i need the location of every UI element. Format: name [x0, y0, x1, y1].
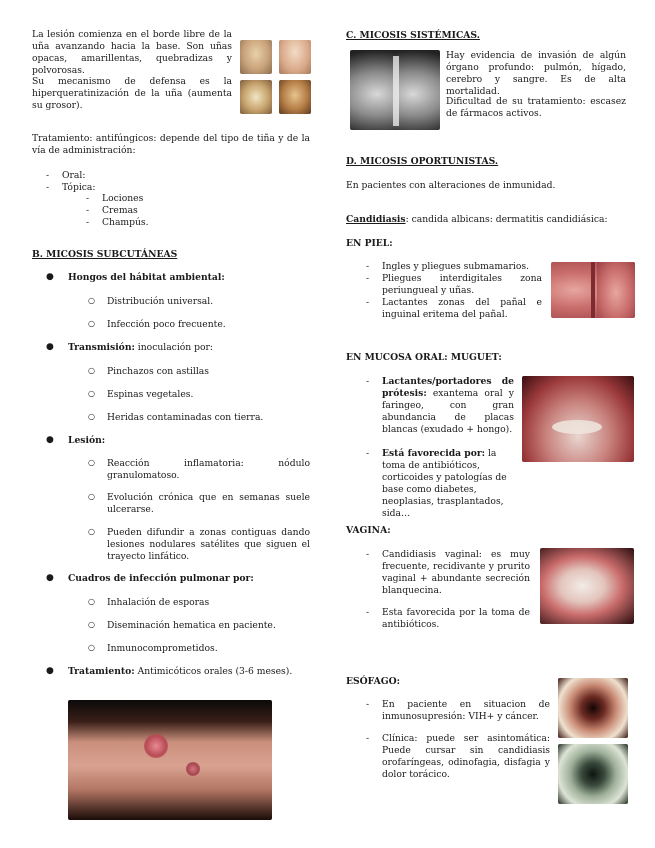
skin-rash-photo: [551, 262, 635, 318]
transmission-item: Pinchazos con astillas: [107, 366, 209, 377]
oral-item2-text: la toma de antibióticos, corticoides y patologías de base como diabetes, neoplasias, trasplantados, sida…: [382, 447, 507, 519]
route-item: - Tópica:: [40, 182, 300, 194]
habitat-item: Infección poco frecuente.: [107, 319, 226, 330]
topical-list: [80, 193, 280, 229]
nodule-mark: [144, 734, 168, 758]
lesion-item: Reacción inflamatoria: nódulo granulomatoso.: [107, 458, 310, 481]
route-item: - Oral:: [40, 170, 300, 182]
pulmonary-title: Cuadros de infección pulmonar por:: [68, 573, 254, 584]
circle-bullet: ○: [88, 296, 95, 305]
bullet-dot: ●: [46, 666, 54, 676]
habitat-title: Hongos del hábitat ambiental:: [68, 272, 225, 283]
pulmonary-item: Inhalación de esporas: [107, 597, 210, 608]
oral-thrush-photo: [522, 376, 634, 462]
pulmonary-item: Diseminación hematica en paciente.: [107, 620, 276, 631]
candidiasis-label: Candidiasis: [346, 214, 406, 225]
oral-list: [360, 376, 514, 519]
oral-heading: EN MUCOSA ORAL: MUGUET:: [346, 352, 502, 363]
candidiasis-line: [346, 214, 608, 226]
transmission-title: Transmisión:: [68, 342, 135, 353]
treatment-title: Tratamiento:: [68, 666, 135, 677]
vagina-item: - Esta favorecida por la toma de antibióticos.: [360, 607, 530, 631]
spine-mark: [393, 56, 399, 126]
subcutaneous-heading: B. MICOSIS SUBCUTÁNEAS: [32, 249, 178, 260]
skin-item: - Ingles y pliegues submamarios.: [360, 261, 542, 273]
circle-bullet: ○: [88, 319, 95, 328]
skin-area: [597, 262, 635, 318]
skin-nodules-photo: [68, 700, 272, 820]
esophagus-item: - En paciente en situacion de inmunosupresión: VIH+ y cáncer.: [360, 699, 550, 723]
oral-item1-text: exantema oral y faringeo, con gran abundancia de placas blancas (exudado + hongo).: [382, 387, 514, 435]
vaginal-candidiasis-photo: [540, 548, 634, 624]
skin-list: [360, 261, 542, 321]
bullet-dot: ●: [46, 435, 54, 445]
lesion-title: Lesión:: [68, 435, 106, 446]
treatment-text: Antimicóticos orales (3-6 meses).: [134, 666, 293, 677]
skin-heading: EN PIEL:: [346, 238, 393, 249]
esophagus-list: [360, 699, 550, 781]
oral-item2-bold: Está favorecida por:: [382, 447, 486, 459]
vagina-list: [360, 549, 530, 631]
circle-bullet: ○: [88, 597, 95, 606]
routes-list: [40, 170, 300, 194]
vagina-item: - Candidiasis vaginal: es muy frecuente, recidivante y prurito vaginal + abundante secreción blanquecina.: [360, 549, 530, 597]
candidiasis-text: : candida albicans: dermatitis candidiásica:: [405, 214, 608, 225]
esophagus-heading: ESÓFAGO:: [346, 676, 400, 687]
treatment-line: [68, 666, 292, 678]
circle-bullet: ○: [88, 458, 95, 467]
fold-mark: [591, 262, 595, 318]
circle-bullet: ○: [88, 620, 95, 629]
systemic-heading: C. MICOSIS SISTÉMICAS.: [346, 30, 480, 41]
topical-item: - Champús.: [80, 217, 280, 229]
opportunistic-heading: D. MICOSIS OPORTUNISTAS.: [346, 156, 499, 167]
circle-bullet: ○: [88, 412, 95, 421]
topical-item: - Cremas: [80, 205, 280, 217]
oral-item1-bold: Lactantes/portadores de prótesis:: [382, 376, 514, 399]
plaque-mark: [552, 420, 602, 434]
nail-photo-1: [240, 40, 272, 74]
circle-bullet: ○: [88, 366, 95, 375]
oral-item: [360, 448, 514, 520]
bullet-dot: ●: [46, 573, 54, 583]
nail-photo-4: [279, 80, 311, 114]
transmission-text: inoculación por:: [134, 342, 214, 353]
circle-bullet: ○: [88, 643, 95, 652]
systemic-paragraph-1: Hay evidencia de invasión de algún órgano profundo: pulmón, hígado, cerebro y sangre. Es de alta mortalidad.: [446, 50, 626, 97]
transmission-item: Espinas vegetales.: [107, 389, 194, 400]
topical-item: - Lociones: [80, 193, 280, 205]
bullet-dot: ●: [46, 342, 54, 352]
intro-paragraph-1: La lesión comienza en el borde libre de la uña avanzando hacia la base. Son uñas opacas, amarillentas, quebradizas y polvorosas.: [32, 29, 232, 76]
nail-photo-3: [240, 80, 272, 114]
systemic-paragraph-2: Dificultad de su tratamiento: escasez de fármacos activos.: [446, 96, 626, 119]
habitat-item: Distribución universal.: [107, 296, 214, 307]
circle-bullet: ○: [88, 527, 95, 536]
pulmonary-item: Inmunocomprometidos.: [107, 643, 218, 654]
treatment-intro: Tratamiento: antifúngicos: depende del tipo de tiña y de la vía de administración:: [32, 133, 310, 156]
circle-bullet: ○: [88, 492, 95, 501]
lesion-item: Pueden difundir a zonas contiguas dando lesiones nodulares satélites que siguen el trayecto linfático.: [107, 527, 310, 562]
esophagus-endoscopy-photo-2: [558, 744, 628, 804]
skin-item: - Pliegues interdigitales zona periungueal y uñas.: [360, 273, 542, 297]
esophagus-endoscopy-photo-1: [558, 678, 628, 738]
circle-bullet: ○: [88, 389, 95, 398]
skin-item: - Lactantes zonas del pañal e inguinal eritema del pañal.: [360, 297, 542, 321]
transmission-item: Heridas contaminadas con tierra.: [107, 412, 264, 423]
bullet-dot: ●: [46, 272, 54, 282]
chest-xray-photo: [350, 50, 440, 130]
nail-photo-2: [279, 40, 311, 74]
esophagus-item: - Clínica: puede ser asintomática: Puede cursar sin candidiasis orofaríngeas, odinofagia, disfagia y dolor torácico.: [360, 733, 550, 781]
oral-item: [360, 376, 514, 436]
lesion-item: Evolución crónica que en semanas suele ulcerarse.: [107, 492, 310, 515]
transmission-line: [68, 342, 213, 354]
vagina-heading: VAGINA:: [346, 525, 391, 536]
intro-paragraph-2: Su mecanismo de defensa es la hiperqueratinización de la uña (aumenta su grosor).: [32, 76, 232, 111]
opportunistic-paragraph: En pacientes con alteraciones de inmunidad.: [346, 180, 556, 191]
nodule-mark: [186, 762, 200, 776]
